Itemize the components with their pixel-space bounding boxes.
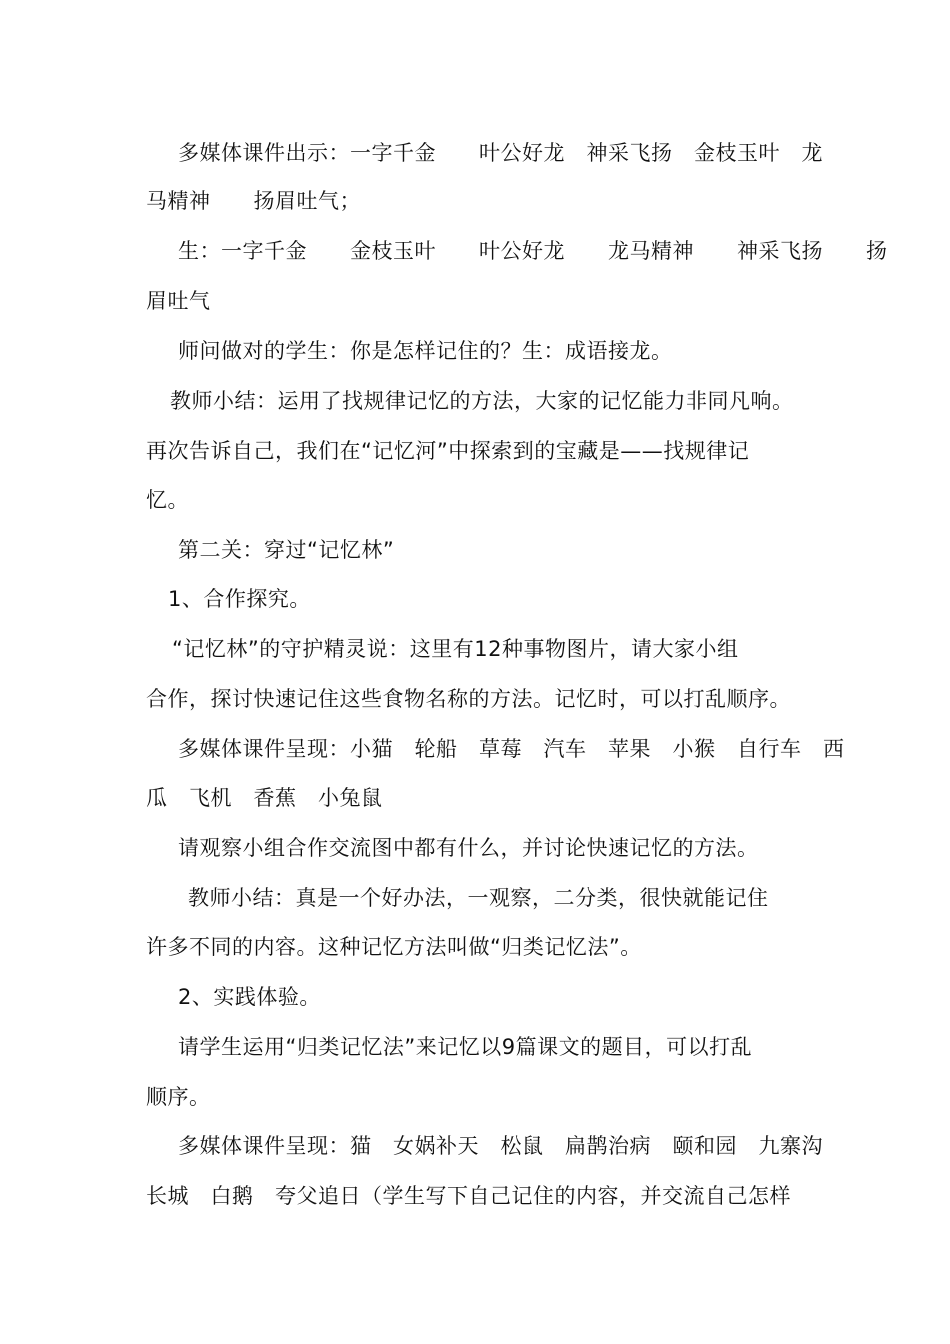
text-line: 师问做对的学生：你是怎样记住的？生：成语接龙。 xyxy=(178,339,673,363)
list-item-heading: 2、实践体验。 xyxy=(178,985,321,1009)
text-line: 忆。 xyxy=(146,488,189,512)
text-line: 顺序。 xyxy=(146,1085,211,1109)
text-line: 多媒体课件呈现：小猫 轮船 草莓 汽车 苹果 小猴 自行车 西 xyxy=(178,737,845,761)
text-line: 眉吐气 xyxy=(146,289,211,313)
text-line: 请学生运用“归类记忆法”来记忆以9篇课文的题目，可以打乱 xyxy=(178,1035,753,1059)
text-line: 教师小结：真是一个好办法，一观察，二分类，很快就能记住 xyxy=(188,886,769,910)
text-line: 生：一字千金 金枝玉叶 叶公好龙 龙马精神 神采飞扬 扬 xyxy=(178,239,888,263)
text-line: 马精神 扬眉吐气； xyxy=(146,189,361,213)
text-line: 教师小结：运用了找规律记忆的方法，大家的记忆能力非同凡响。 xyxy=(170,389,794,413)
text-line: 多媒体课件出示：一字千金 叶公好龙 神采飞扬 金枝玉叶 龙 xyxy=(178,141,823,165)
text-line: 长城 白鹅 夸父追日（学生写下自己记住的内容，并交流自己怎样 xyxy=(146,1184,791,1208)
text-line: 合作，探讨快速记住这些食物名称的方法。记忆时，可以打乱顺序。 xyxy=(146,687,791,711)
text-line: 再次告诉自己，我们在“记忆河”中探索到的宝藏是——找规律记 xyxy=(146,439,750,463)
text-line: 请观察小组合作交流图中都有什么，并讨论快速记忆的方法。 xyxy=(178,836,759,860)
text-line: 许多不同的内容。这种记忆方法叫做“归类记忆法”。 xyxy=(146,935,642,959)
section-heading: 第二关：穿过“记忆林” xyxy=(178,538,395,562)
text-line: 多媒体课件呈现：猫 女娲补天 松鼠 扁鹊治病 颐和园 九寨沟 xyxy=(178,1134,823,1158)
text-line: 瓜 飞机 香蕉 小兔鼠 xyxy=(146,786,383,810)
list-item-heading: 1、合作探究。 xyxy=(168,587,311,611)
text-line: “记忆林”的守护精灵说：这里有12种事物图片，请大家小组 xyxy=(172,637,739,661)
